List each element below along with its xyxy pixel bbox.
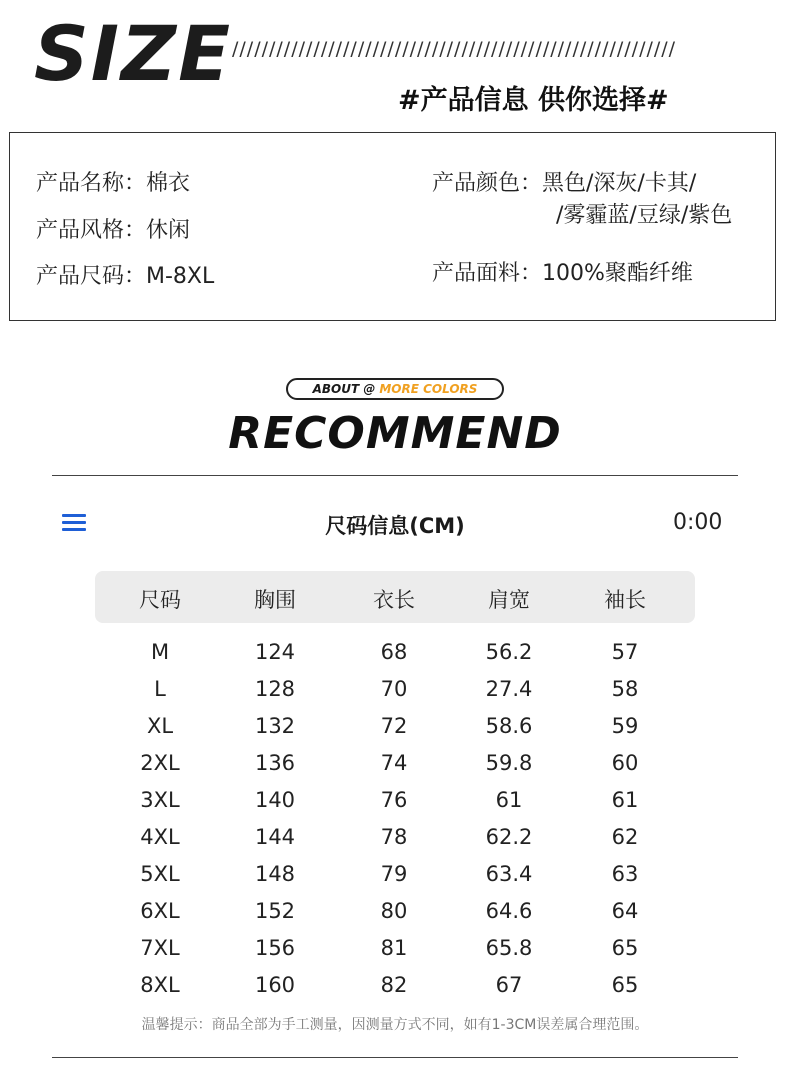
table-cell: 140 xyxy=(254,788,296,812)
measurement-note: 温馨提示：商品全部为手工测量，因测量方式不同，如有1-3CM误差属合理范围。 xyxy=(141,1017,649,1033)
more-colors-pill xyxy=(286,378,504,400)
divider-bottom xyxy=(52,1057,738,1058)
table-cell: 78 xyxy=(380,825,408,849)
pill-about-text: ABOUT @ xyxy=(312,382,376,396)
table-cell: 3XL xyxy=(140,788,180,812)
table-cell: 58 xyxy=(611,677,639,701)
table-cell: 124 xyxy=(254,640,296,664)
table-cell: 61 xyxy=(495,788,523,812)
table-cell: 132 xyxy=(254,714,296,738)
table-header-cell: 肩宽 xyxy=(488,588,530,612)
time-display: 0:00 xyxy=(673,510,723,535)
divider-top xyxy=(52,475,738,476)
recommend-title: RECOMMEND xyxy=(228,408,562,459)
table-cell: 60 xyxy=(611,751,639,775)
table-cell: 64 xyxy=(611,899,639,923)
table-cell: 65.8 xyxy=(485,936,533,960)
table-cell: 160 xyxy=(254,973,296,997)
table-cell: 128 xyxy=(254,677,296,701)
product-size-range: 产品尺码：M-8XL xyxy=(36,264,215,289)
table-header-cell: 袖长 xyxy=(604,588,646,612)
size-title: SIZE xyxy=(34,9,233,98)
table-cell: M xyxy=(150,640,170,664)
table-cell: 144 xyxy=(254,825,296,849)
table-cell: 6XL xyxy=(140,899,180,923)
table-cell: 58.6 xyxy=(485,714,533,738)
product-color-line1: 产品颜色：黑色/深灰/卡其/ xyxy=(432,171,697,196)
table-cell: L xyxy=(154,677,166,701)
table-cell: 65 xyxy=(611,936,639,960)
table-cell: 74 xyxy=(380,751,408,775)
table-cell: 65 xyxy=(611,973,639,997)
table-title: 尺码信息(CM) xyxy=(325,514,465,538)
decorative-slashes: //////////////////////////////////////////////////////////// xyxy=(232,38,677,60)
table-cell: 136 xyxy=(254,751,296,775)
product-color-line2: /雾霾蓝/豆绿/紫色 xyxy=(556,203,733,228)
table-cell: 27.4 xyxy=(485,677,533,701)
table-cell: 80 xyxy=(380,899,408,923)
table-cell: 62 xyxy=(611,825,639,849)
table-header-cell: 胸围 xyxy=(254,588,296,612)
table-cell: 62.2 xyxy=(485,825,533,849)
table-cell: 63.4 xyxy=(485,862,533,886)
table-cell: 148 xyxy=(254,862,296,886)
table-cell: 81 xyxy=(380,936,408,960)
table-cell: 59 xyxy=(611,714,639,738)
table-cell: 76 xyxy=(380,788,408,812)
product-style: 产品风格：休闲 xyxy=(36,218,191,243)
table-cell: 64.6 xyxy=(485,899,533,923)
table-cell: 79 xyxy=(380,862,408,886)
table-cell: 4XL xyxy=(140,825,180,849)
table-cell: 68 xyxy=(380,640,408,664)
table-cell: 8XL xyxy=(140,973,180,997)
table-cell: 63 xyxy=(611,862,639,886)
table-cell: 72 xyxy=(380,714,408,738)
table-cell: 82 xyxy=(380,973,408,997)
table-cell: 67 xyxy=(495,973,523,997)
table-header-cell: 衣长 xyxy=(373,588,415,612)
product-name: 产品名称：棉衣 xyxy=(36,171,191,196)
pill-more-colors-text: MORE COLORS xyxy=(379,382,478,396)
table-header-cell: 尺码 xyxy=(139,588,181,612)
table-cell: 7XL xyxy=(140,936,180,960)
table-cell: 59.8 xyxy=(485,751,533,775)
table-cell: 56.2 xyxy=(485,640,533,664)
table-cell: 156 xyxy=(254,936,296,960)
table-cell: 61 xyxy=(611,788,639,812)
table-cell: 5XL xyxy=(140,862,180,886)
table-cell: XL xyxy=(146,714,174,738)
table-cell: 152 xyxy=(254,899,296,923)
table-cell: 57 xyxy=(611,640,639,664)
subtitle: #产品信息 供你选择# xyxy=(398,85,669,116)
table-cell: 2XL xyxy=(140,751,180,775)
table-cell: 70 xyxy=(380,677,408,701)
product-fabric: 产品面料：100%聚酯纤维 xyxy=(432,261,693,286)
